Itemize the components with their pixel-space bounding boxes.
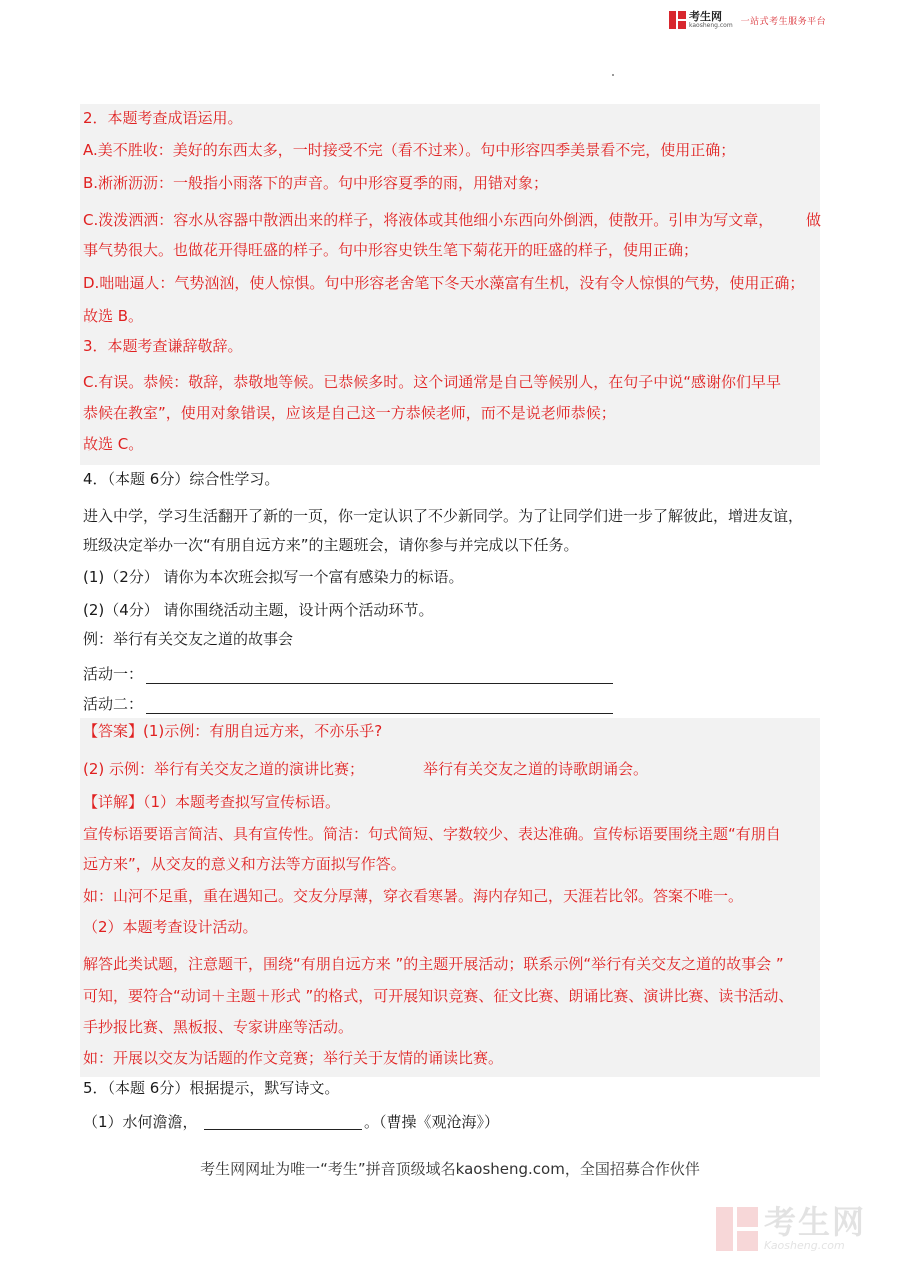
activity-1-blank[interactable]	[146, 683, 613, 684]
footer-text: 考生网网址为唯一“考生”拼音顶级域名kaosheng.com，全国招募合作伙伴	[200, 1160, 700, 1178]
q4-detail-1: 【详解】（1）本题考查拟写宣传标语。	[83, 793, 341, 811]
logo-icon	[669, 11, 686, 29]
q4-detail-9: 如：开展以交友为话题的作文竞赛；举行关于友情的诵读比赛。	[83, 1049, 504, 1067]
q3-choice: 故选 C。	[83, 435, 144, 453]
q2-title: 2．本题考查成语运用。	[83, 109, 243, 127]
logo-slogan: 一站式考生服务平台	[740, 16, 827, 27]
logo-en: kaosheng.com	[689, 22, 733, 29]
q4-detail-2: 宣传标语要语言简洁、具有宣传性。简洁：句式简短、字数较少、表达准确。宣传标语要围绕主题“有朋自	[83, 825, 781, 843]
q5-item-1-source: 。（曹操《观沧海》）	[364, 1113, 500, 1131]
q5-item-1: （1）水何澹澹，	[83, 1113, 198, 1131]
q4-example: 例：举行有关交友之道的故事会	[83, 630, 294, 648]
watermark-icon	[716, 1207, 758, 1251]
q2-choice: 故选 B。	[83, 307, 144, 325]
q4-intro-2: 班级决定举办一次“有朋自远方来”的主题班会，请你参与并完成以下任务。	[83, 536, 579, 554]
q2-option-c-cont: 事气势很大。也做花开得旺盛的样子。句中形容史铁生笔下菊花开的旺盛的样子，使用正确；	[83, 241, 699, 259]
q3-option-c: C.有误。恭候：敬辞，恭敬地等候。已恭候多时。这个词通常是自己等候别人，在句子中说“感谢你们早早	[83, 373, 782, 391]
activity-2-label: 活动二：	[83, 695, 144, 713]
watermark-cn: 考生网	[764, 1203, 867, 1241]
watermark-logo	[716, 1203, 867, 1252]
logo-text	[689, 11, 733, 29]
q2-option-d: D.咄咄逼人：气势汹汹，使人惊惧。句中形容老舍笔下冬天水藻富有生机，没有令人惊惧的气势，使用正确；	[83, 274, 805, 292]
q4-detail-8: 手抄报比赛、黑板报、专家讲座等活动。	[83, 1018, 354, 1036]
q4-title: 4．（本题 6分）综合性学习。	[83, 470, 280, 488]
q4-answer-2a: (2) 示例：举行有关交友之道的演讲比赛；	[83, 760, 365, 778]
q2-option-c-text: C.泼泼洒洒：容水从容器中散洒出来的样子，将液体或其他细小东西向外倒洒，使散开。引申为写文章，	[83, 211, 774, 229]
q4-answer-2b: 举行有关交友之道的诗歌朗诵会。	[423, 760, 649, 778]
q3-option-c-cont: 恭候在教室”，使用对象错误，应该是自己这一方恭候老师，而不是说老师恭候；	[83, 404, 616, 422]
activity-1-label: 活动一：	[83, 665, 144, 683]
q4-detail-4: 如：山河不足重，重在遇知己。交友分厚薄，穿衣看寒暑。海内存知己，天涯若比邻。答案不唯一。	[83, 887, 744, 905]
watermark-text	[764, 1203, 867, 1252]
q3-title: 3．本题考查谦辞敬辞。	[83, 337, 243, 355]
q4-detail-7: 可知，要符合“动词＋主题＋形式 ”的格式，可开展知识竞赛、征文比赛、朗诵比赛、演讲比赛、读书活动、	[83, 987, 794, 1005]
q5-item-1-blank[interactable]	[204, 1129, 362, 1130]
q4-detail-5: （2）本题考查设计活动。	[83, 918, 258, 936]
q5-title: 5．（本题 6分）根据提示，默写诗文。	[83, 1079, 340, 1097]
activity-2-blank[interactable]	[146, 713, 613, 714]
q4-detail-6: 解答此类试题，注意题干，围绕“有朋自远方来 ”的主题开展活动；联系示例“举行有关交友之道的故事会 ”	[83, 955, 784, 973]
q2-option-c-end: 做	[805, 211, 821, 229]
q4-task-1: (1)（2分） 请你为本次班会拟写一个富有感染力的标语。	[83, 568, 464, 586]
q4-task-2: (2)（4分） 请你围绕活动主题，设计两个活动环节。	[83, 601, 434, 619]
header-logo[interactable]	[669, 9, 826, 31]
q2-option-b: B.淅淅沥沥：一般指小雨落下的声音。句中形容夏季的雨，用错对象；	[83, 174, 549, 192]
q4-answer-1: 【答案】(1)示例：有朋自远方来，不亦乐乎?	[83, 722, 383, 740]
q4-intro-1: 进入中学，学习生活翻开了新的一页，你一定认识了不少新同学。为了让同学们进一步了解彼此，增进友谊，	[83, 507, 804, 525]
logo-cn: 考生网	[689, 10, 722, 23]
watermark-en: Kaosheng.com	[764, 1239, 845, 1252]
q4-detail-3: 远方来”，从交友的意义和方法等方面拟写作答。	[83, 855, 406, 873]
q2-option-a: A.美不胜收：美好的东西太多，一时接受不完（看不过来）。句中形容四季美景看不完，使用正确；	[83, 141, 736, 159]
q2-option-c	[83, 210, 821, 230]
dot-mark	[612, 74, 614, 76]
